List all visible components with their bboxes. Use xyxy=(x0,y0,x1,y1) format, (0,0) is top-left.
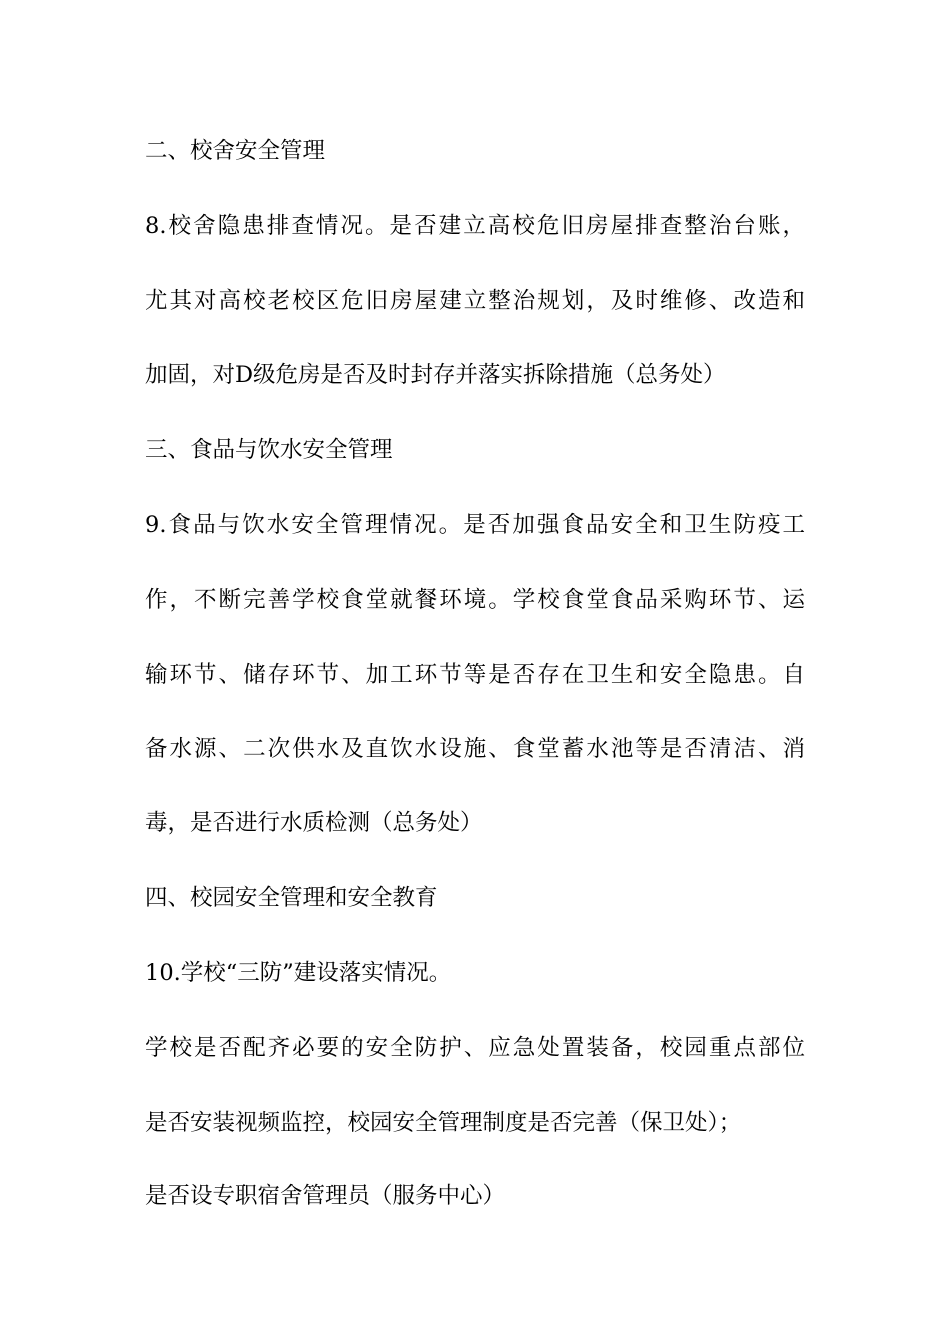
paragraph-line: 加固，对D级危房是否及时封存并落实拆除措施（总务处） xyxy=(145,362,726,388)
paragraph-line: 输环节、储存环节、加工环节等是否存在卫生和安全隐患。自 xyxy=(145,662,805,688)
paragraph-line: 9.食品与饮水安全管理情况。是否加强食品安全和卫生防疫工 xyxy=(145,512,805,538)
paragraph-line: 学校是否配齐必要的安全防护、应急处置装备，校园重点部位 xyxy=(145,1035,805,1061)
section-heading-food-water-safety: 三、食品与饮水安全管理 xyxy=(145,437,393,463)
section-heading-campus-safety: 四、校园安全管理和安全教育 xyxy=(145,885,438,911)
paragraph-line: 毒，是否进行水质检测（总务处） xyxy=(145,810,483,836)
paragraph-line: 10.学校“三防”建设落实情况。 xyxy=(145,960,452,986)
paragraph-line: 作，不断完善学校食堂就餐环境。学校食堂食品采购环节、运 xyxy=(145,587,805,613)
paragraph-line: 尤其对高校老校区危旧房屋建立整治规划，及时维修、改造和 xyxy=(145,288,805,314)
paragraph-line: 是否安装视频监控，校园安全管理制度是否完善（保卫处）； xyxy=(145,1110,742,1136)
section-heading-building-safety: 二、校舍安全管理 xyxy=(145,138,326,164)
paragraph-line: 备水源、二次供水及直饮水设施、食堂蓄水池等是否清洁、消 xyxy=(145,736,805,762)
paragraph-line: 8.校舍隐患排查情况。是否建立高校危旧房屋排查整治台账， xyxy=(145,213,805,239)
paragraph-line: 是否设专职宿舍管理员（服务中心） xyxy=(145,1183,506,1209)
